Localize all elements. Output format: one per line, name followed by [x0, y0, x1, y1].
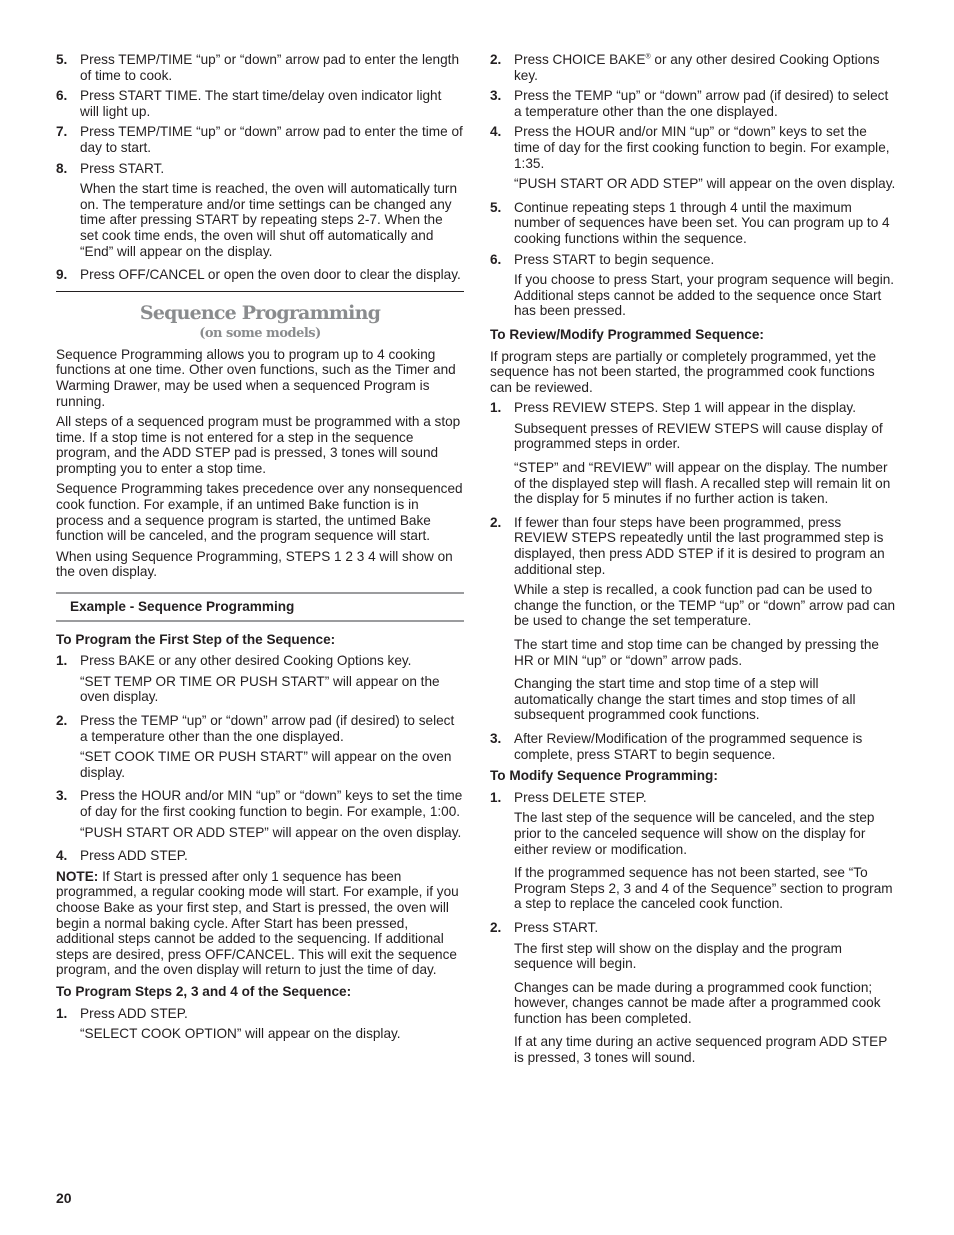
step-detail: When the start time is reached, the oven will automatically turn on. The temperature and/or time settings can be changed any time after pressing START by repeating steps 2-7. When the set cook time ends, the oven will shut off automatically and “End” will appear on the display.: [80, 181, 458, 259]
list-item: 2. Press START.: [490, 919, 599, 935]
list-item: 5. Press TEMP/TIME “up” or “down” arrow pad to enter the length of time to cook.: [56, 52, 460, 83]
note: NOTE: If Start is pressed after only 1 sequence has been programmed, a regular cooking mode will start. For example, if you choose Bake as your first step, and Start is pressed, the oven will begin a normal baking cycle. After Start has been pressed, additional steps cannot be added to the sequencing. If additional steps are desired, press OFF/CANCEL. This will exit the sequence program, and the oven display will return to just the time of day.: [56, 868, 459, 978]
divider: [56, 291, 464, 292]
step-detail: “SET TEMP OR TIME OR PUSH START” will appear on the oven display.: [80, 673, 440, 705]
list-item: 7. Press TEMP/TIME “up” or “down” arrow pad to enter the time of day to start.: [56, 124, 463, 155]
step-detail: “SET COOK TIME OR PUSH START” will appear on the oven display.: [80, 749, 452, 780]
list-item: 1. Press BAKE or any other desired Cooking Options key.: [56, 653, 412, 669]
paragraph: Sequence Programming takes precedence over any nonsequenced cook function. For example, if an untimed Bake function is in process and a sequence program is started, the untimed Bake function will be canceled, and the program sequence will start.: [56, 481, 463, 544]
step-detail: The start time and stop time can be changed by pressing the HR or MIN “up” or “down” arrow pads.: [514, 637, 879, 668]
subheading: To Review/Modify Programmed Sequence:: [490, 326, 764, 342]
list-item: 2. If fewer than four steps have been programmed, press REVIEW STEPS repeatedly until the last programmed step is displayed, then press ADD STEP if it is desired to program an additional step.: [490, 514, 885, 577]
step-detail: If you choose to press Start, your program sequence will begin. Additional steps cannot be added to the sequence once Start has been pressed.: [514, 272, 895, 319]
paragraph: Sequence Programming allows you to program up to 4 cooking functions at one time. Other oven functions, such as the Timer and Warming Drawer, may be used when a sequenced Program is running.: [56, 346, 456, 409]
step-detail: If at any time during an active sequenced program ADD STEP is pressed, 3 tones will sound.: [514, 1034, 888, 1066]
list-item: 8. Press START.: [56, 160, 165, 176]
step-detail: If the programmed sequence has not been started, see “To Program Steps 2, 3 and 4 of the Sequence” section to program a step to replace the canceled cook function.: [514, 865, 893, 912]
list-item: 9. Press OFF/CANCEL or open the oven door to clear the display.: [56, 267, 461, 283]
list-item: 4. Press the HOUR and/or MIN “up” or “down” keys to set the time of day for the first cooking function to begin. For example, 1:35.: [490, 124, 890, 171]
step-detail: Changes can be made during a programmed cook function; however, changes cannot be made after a programmed cook function has been completed.: [514, 979, 881, 1026]
paragraph: When using Sequence Programming, STEPS 1 2 3 4 will show on the oven display.: [56, 548, 453, 580]
step-detail: “PUSH START OR ADD STEP” will appear on the oven display.: [80, 824, 462, 840]
list-item: 2. Press CHOICE BAKE® or any other desired Cooking Options key.: [490, 52, 880, 83]
step-detail: Subsequent presses of REVIEW STEPS will cause display of programmed steps in order.: [514, 420, 883, 452]
page-number: 20: [56, 1190, 72, 1206]
list-item: 5. Continue repeating steps 1 through 4 until the maximum number of sequences have been set. You can program up to 4 cooking functions within the sequence.: [490, 199, 890, 246]
list-item: 3. Press the TEMP “up” or “down” arrow pad (if desired) to select a temperature other than the one displayed.: [490, 88, 889, 119]
list-item: 3. Press the HOUR and/or MIN “up” or “down” keys to set the time of day for the first cooking function to begin. For example, 1:00.: [56, 788, 463, 819]
subheading: To Program Steps 2, 3 and 4 of the Sequence:: [56, 983, 352, 999]
step-detail: “STEP” and “REVIEW” will appear on the display. The number of the displayed step will flash. A recalled step will remain lit on the display for 5 minutes if no further action is taken.: [514, 460, 891, 507]
list-item: 3. After Review/Modification of the programmed sequence is complete, press START to begin sequence.: [490, 730, 863, 762]
subheading: To Program the First Step of the Sequence:: [56, 631, 336, 647]
subheading: To Modify Sequence Programming:: [490, 768, 718, 784]
list-item: 2. Press the TEMP “up” or “down” arrow pad (if desired) to select a temperature other than the one displayed.: [56, 713, 455, 744]
right-column: [490, 52, 896, 1074]
step-detail: Changing the start time and stop time of a step will automatically change the start times and stop times of all subsequent programmed cook functions.: [514, 676, 856, 723]
section-subtitle: (on some models): [199, 325, 321, 341]
step-detail: “PUSH START OR ADD STEP” will appear on the oven display.: [514, 176, 896, 192]
step-detail: “SELECT COOK OPTION” will appear on the display.: [80, 1026, 401, 1042]
step-detail: The last step of the sequence will be canceled, and the step prior to the canceled sequence will show on the display for either review or modification.: [514, 810, 875, 857]
example-heading: Example - Sequence Programming: [56, 592, 464, 622]
step-detail: While a step is recalled, a cook function pad can be used to change the function, or the TEMP “up” or “down” arrow pad can be used to change the set temperature.: [514, 582, 896, 629]
left-column: [56, 52, 464, 1050]
step-detail: The first step will show on the display and the program sequence will begin.: [514, 940, 842, 972]
list-item: 1. Press REVIEW STEPS. Step 1 will appear in the display.: [490, 400, 857, 416]
list-item: 1. Press ADD STEP.: [56, 1005, 188, 1021]
list-item: 4. Press ADD STEP.: [56, 848, 188, 864]
list-item: 1. Press DELETE STEP.: [490, 789, 647, 805]
section-title: Sequence Programming: [139, 301, 381, 324]
paragraph: All steps of a sequenced program must be programmed with a stop time. If a stop time is not entered for a step in the sequence program, and the ADD STEP pad is pressed, 3 tones will sound prompting you to enter a stop time.: [56, 414, 461, 476]
list-item: 6. Press START to begin sequence.: [490, 251, 715, 267]
note-label: NOTE:: [56, 868, 99, 884]
list-item: 6. Press START TIME. The start time/delay oven indicator light will light up.: [56, 88, 442, 119]
paragraph: If program steps are partially or completely programmed, yet the sequence has not been started, the programmed cook functions can be reviewed.: [490, 348, 877, 395]
